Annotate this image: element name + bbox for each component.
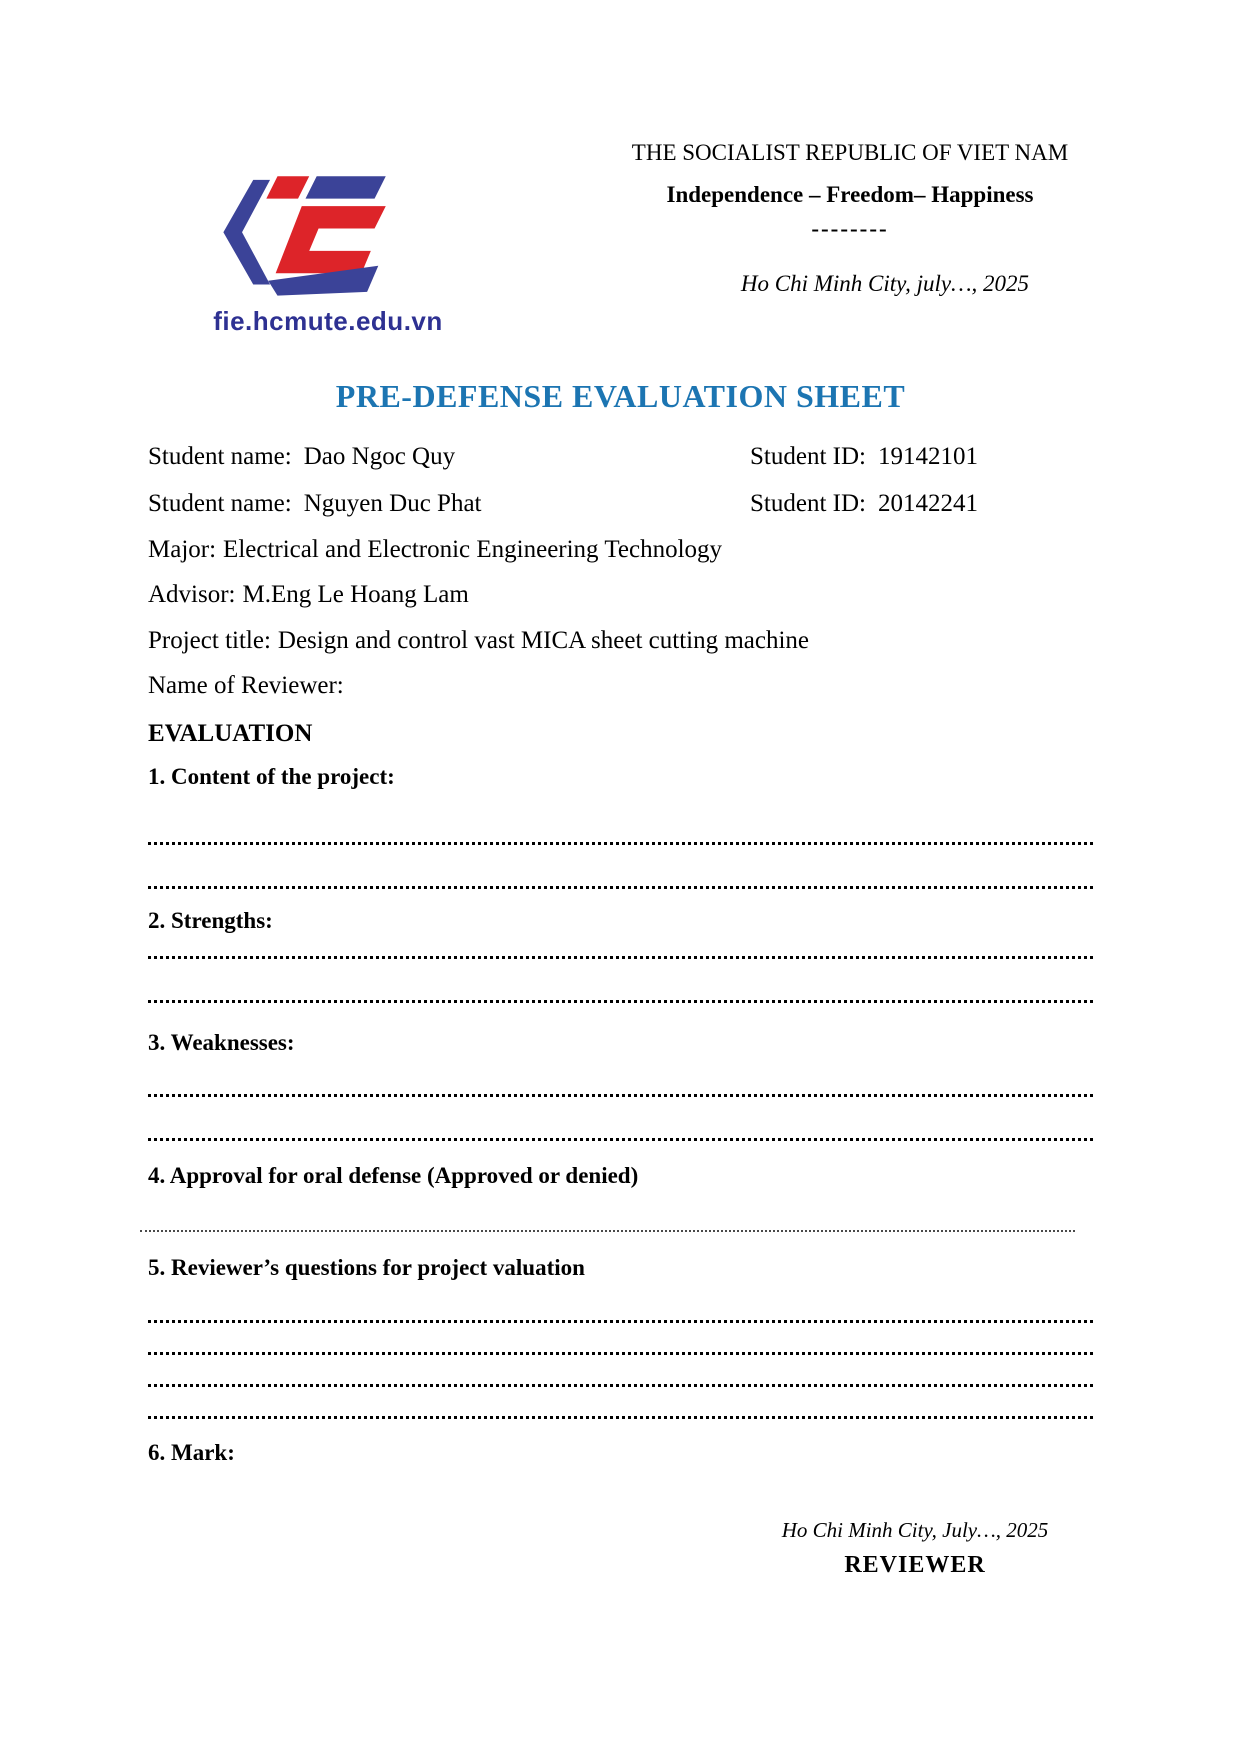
section-4-heading: 4. Approval for oral defense (Approved or denied) [148, 1163, 639, 1188]
project-title-value: Design and control vast MICA sheet cutting machine [277, 627, 810, 654]
section-5-heading: 5. Reviewer’s questions for project valuation [148, 1255, 585, 1280]
student-name-label: Student name: [148, 443, 292, 470]
dotted-fill-line [148, 1122, 1093, 1141]
student-name-value: Nguyen Duc Phat [303, 490, 482, 517]
student-name-value: Dao Ngoc Quy [303, 443, 456, 470]
reviewer-signature-label: REVIEWER [844, 1552, 986, 1578]
major-label: Major: [148, 536, 217, 563]
motto-line: Independence – Freedom– Happiness [666, 182, 1034, 207]
dotted-fill-line [148, 870, 1093, 889]
section-3-heading: 3. Weaknesses: [148, 1030, 295, 1055]
separator-dashes: -------- [811, 216, 889, 241]
section-1-heading: 1. Content of the project: [148, 764, 395, 789]
section-6-heading: 6. Mark: [148, 1440, 235, 1465]
project-title-label: Project title: [148, 627, 271, 654]
fie-hcmute-logo-icon [208, 165, 403, 305]
student-id-group [750, 490, 978, 518]
evaluation-heading: EVALUATION [148, 720, 313, 747]
dotted-fill-line [148, 1336, 1093, 1355]
dotted-fill-line [148, 826, 1093, 845]
page-title: PRE-DEFENSE EVALUATION SHEET [335, 378, 906, 414]
student-id-value: 20142241 [877, 490, 978, 517]
dotted-fill-line [148, 1368, 1093, 1387]
section-2-heading: 2. Strengths: [148, 908, 273, 933]
student-id-label: Student ID: [750, 490, 866, 517]
dotted-fill-line [148, 940, 1093, 959]
dotted-fill-line [148, 1400, 1093, 1419]
student-row [148, 490, 1093, 518]
advisor-label: Advisor: [148, 581, 236, 608]
logo-text: fie.hcmute.edu.vn [213, 306, 443, 336]
student-name-label: Student name: [148, 490, 292, 517]
project-title-row [148, 627, 1093, 655]
dotted-fill-line [140, 1214, 1075, 1232]
student-id-value: 19142101 [877, 443, 978, 470]
dotted-fill-line [148, 984, 1093, 1003]
advisor-row [148, 581, 1093, 609]
dotted-fill-line [148, 1304, 1093, 1323]
major-value: Electrical and Electronic Engineering Technology [223, 536, 723, 563]
reviewer-name-row [148, 672, 1093, 700]
student-row [148, 443, 1093, 471]
advisor-value: M.Eng Le Hoang Lam [242, 581, 469, 608]
footer-date-line: Ho Chi Minh City, July…, 2025 [781, 1518, 1049, 1542]
dotted-fill-line [148, 1078, 1093, 1097]
student-id-label: Student ID: [750, 443, 866, 470]
student-id-group [750, 443, 978, 471]
header-date-line: Ho Chi Minh City, july…, 2025 [740, 271, 1030, 296]
reviewer-name-label: Name of Reviewer: [148, 672, 344, 699]
republic-line: THE SOCIALIST REPUBLIC OF VIET NAM [631, 140, 1069, 165]
major-row [148, 536, 1093, 564]
